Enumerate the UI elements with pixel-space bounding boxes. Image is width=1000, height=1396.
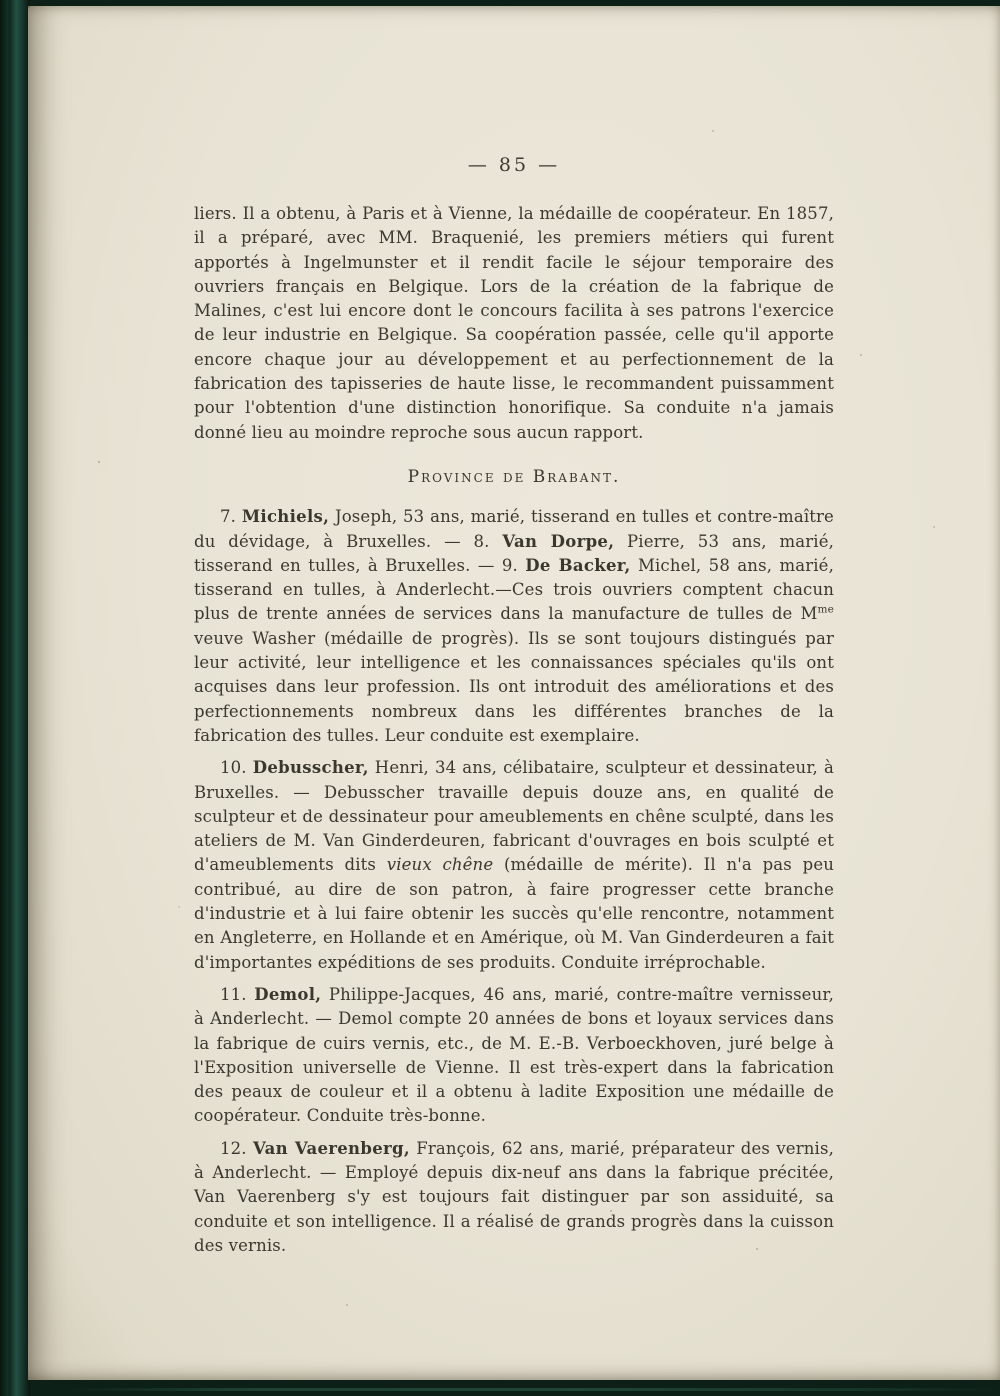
- text-run: 7.: [220, 507, 242, 527]
- text-run: 11.: [220, 984, 255, 1004]
- text-run: François, 62 ans, marié, préparateur des vernis, à Anderlecht. — Employé depuis dix-neuf ans dans la fabrique précitée, Van Vaerenberg s'y est toujours fait distinguer par son assiduité, sa conduite et son intelligence. Il a réalisé de grands progrès dans la cuisson des vernis.: [194, 1138, 834, 1255]
- text-run: Joseph, 53 ans, marié, tisserand en tulles et contre-maître du dévidage, à Bruxelles. — 8.: [194, 507, 834, 551]
- person-name: Debusscher,: [252, 758, 369, 778]
- text-run: liers. Il a obtenu, à Paris et à Vienne, la médaille de coopérateur. En 1857, il a préparé, avec MM. Braquenié, les premiers métiers qui furent apportés à Ingelmunster et il rendit facile le séjour temporaire des ouvriers français en Belgique. Lors de la création de la fabrique de Malines, c'est lui encore dont le concours facilita à ses patrons l'exercice de leur industrie en Belgique. Sa coopération passée, celle qu'il apporte encore chaque jour au développement et au perfectionnement de la fabrication des tapisseries de haute lisse, le recommandent puissamment pour l'obtention d'une distinction honorifique. Sa conduite n'a jamais donné lieu au moindre reproche sous aucun rapport.: [194, 204, 834, 442]
- person-name: Van Dorpe,: [502, 531, 615, 551]
- page-number: — 85 —: [467, 154, 561, 176]
- text-run: 12.: [220, 1138, 254, 1158]
- text-run: 10.: [220, 758, 253, 778]
- book-cover-edge: [70, 1388, 1000, 1391]
- book-binding: [0, 0, 30, 1396]
- paragraph: [194, 1137, 834, 1258]
- paragraph: [194, 202, 834, 445]
- person-name: De Backer,: [525, 555, 631, 575]
- text-run: veuve Washer (médaille de progrès). Ils se sont toujours distingués par leur activité, leur intelligence et les connaissances spéciales qu'ils ont acquises dans leur profession. Ils ont introduit des améliorations et des perfectionnements nombreux dans les différentes branches de la fabrication des tulles. Leur conduite est exemplaire.: [194, 628, 834, 745]
- section-heading: Province de Brabant.: [407, 466, 621, 487]
- paragraph: [194, 505, 834, 748]
- book-page: [28, 6, 1000, 1380]
- person-name: Van Vaerenberg,: [253, 1138, 410, 1158]
- text-run: Henri, 34 ans, célibataire, sculpteur et dessinateur, à Bruxelles. — Debusscher travaille depuis douze ans, en qualité de sculpteur et de dessinateur pour ameublements en chêne sculpté, dans les ateliers de M. Van Ginderdeuren, fabricant d'ouvrages en bois sculpté et d'ameublements dits: [194, 758, 834, 875]
- person-name: Demol,: [254, 984, 322, 1004]
- paragraph: [194, 756, 834, 975]
- scan-speckles: [28, 6, 30, 8]
- text-block: [194, 202, 834, 1258]
- paragraph: [194, 983, 834, 1129]
- text-run: Philippe-Jacques, 46 ans, marié, contre-maître vernisseur, à Anderlecht. — Demol compte 20 années de bons et loyaux services dans la fabrique de cuirs vernis, etc., de M. E.-B. Verboeckhoven, juré belge à l'Exposition universelle de Vienne. Il est très-expert dans la fabrication des peaux de couleur et il a obtenu à ladite Exposition une médaille de coopérateur. Conduite très-bonne.: [194, 984, 834, 1126]
- text-run: Pierre, 53 ans, marié, tisserand en tulles, à Bruxelles. — 9.: [194, 531, 835, 575]
- person-name: Michiels,: [241, 507, 330, 527]
- text-run: (médaille de mérite). Il n'a pas peu contribué, au dire de son patron, à faire progresser cette branche d'industrie et à lui faire obtenir les succès qu'elle rencontre, notamment en Angleterre, en Hollande et en Amérique, où M. Van Ginderdeuren a fait d'importantes expéditions de ses produits. Conduite irréprochable.: [194, 855, 835, 972]
- text-run: Michel, 58 ans, marié, tisserand en tulles, à Anderlecht.—Ces trois ouvriers comptent chacun plus de trente années de services dans la manufacture de tulles de M: [194, 555, 834, 624]
- text-run: vieux chêne: [386, 855, 494, 875]
- superscript: me: [817, 603, 834, 616]
